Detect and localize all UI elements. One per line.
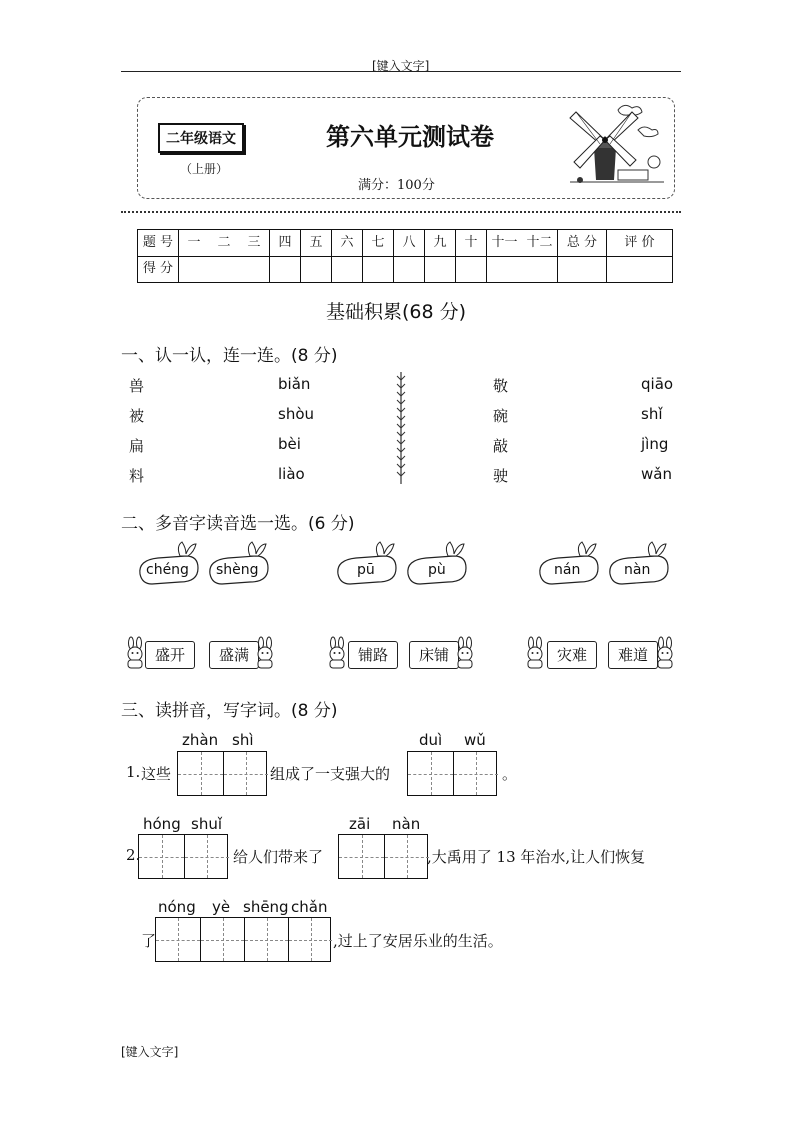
char-item: 被	[129, 407, 145, 425]
char-item: 扁	[129, 437, 145, 455]
page-title: 第六单元测试卷	[326, 123, 494, 151]
section1-title: 一、认一认，连一连。(8 分)	[121, 346, 338, 366]
score-cell[interactable]	[179, 256, 270, 283]
question-text: 。	[502, 765, 518, 783]
score-cell[interactable]	[270, 256, 301, 283]
bunny-icon	[254, 636, 276, 670]
bunny-icon	[454, 636, 476, 670]
pinyin-label: shēng	[243, 898, 289, 916]
pinyin-label: shì	[232, 731, 254, 749]
pinyin-item: shòu	[278, 405, 315, 423]
pinyin-item: bèi	[278, 435, 301, 453]
grade-label: 二年级语文	[158, 123, 244, 153]
pinyin-label: hóng	[143, 815, 181, 833]
char-item: 敲	[493, 437, 509, 455]
pinyin-item: wǎn	[641, 465, 672, 483]
char-item: 碗	[493, 407, 509, 425]
question-text: ,过上了安居乐业的生活。	[333, 932, 503, 950]
score-cell[interactable]	[301, 256, 332, 283]
pinyin-item: jìng	[641, 435, 669, 453]
score-cell[interactable]	[607, 256, 673, 283]
word-card: 灾难	[547, 641, 597, 669]
pinyin-label: nàn	[392, 815, 421, 833]
col-4: 四	[270, 230, 301, 257]
full-score: 满分：100分	[358, 178, 435, 193]
score-row-scores	[138, 256, 673, 283]
windmill-illustration	[566, 100, 666, 192]
writing-grid[interactable]	[177, 751, 267, 796]
score-cell[interactable]	[558, 256, 607, 283]
pinyin-item: shǐ	[641, 405, 663, 423]
char-item: 料	[129, 467, 145, 485]
score-table	[137, 229, 673, 283]
score-cell[interactable]	[487, 256, 558, 283]
word-card: 床铺	[409, 641, 459, 669]
question-text: 给人们带来了	[233, 848, 324, 866]
bunny-icon	[326, 636, 348, 670]
col-11-12: 十一 十二	[487, 230, 558, 257]
word-card: 盛开	[145, 641, 195, 669]
score-cell[interactable]	[363, 256, 394, 283]
question-text: 这些	[141, 765, 172, 783]
bunny-icon	[524, 636, 546, 670]
score-cell[interactable]	[332, 256, 363, 283]
pinyin-label: nóng	[158, 898, 196, 916]
row-label: 得 分	[138, 256, 179, 283]
writing-grid[interactable]	[138, 834, 228, 879]
part-title: 基础积累(68 分)	[326, 301, 467, 323]
score-cell[interactable]	[394, 256, 425, 283]
writing-grid[interactable]	[407, 751, 497, 796]
writing-grid[interactable]	[155, 917, 331, 962]
col-7: 七	[363, 230, 394, 257]
col-9: 九	[425, 230, 456, 257]
pinyin-item: liào	[278, 465, 305, 483]
pinyin-label: duì	[419, 731, 443, 749]
score-cell[interactable]	[456, 256, 487, 283]
char-item: 敬	[493, 377, 509, 395]
question-number: 2.	[126, 846, 141, 864]
word-card: 难道	[608, 641, 658, 669]
col-1-3: 一 二 三	[179, 230, 270, 257]
col-8: 八	[394, 230, 425, 257]
question-text: ,大禹用了 13 年治水,让人们恢复	[427, 848, 646, 866]
col-5: 五	[301, 230, 332, 257]
question-text: 了	[141, 932, 157, 950]
col-eval: 评 价	[607, 230, 673, 257]
question-text: 组成了一支强大的	[270, 765, 391, 783]
pinyin-option[interactable]: nán	[554, 562, 581, 578]
word-card: 盛满	[209, 641, 259, 669]
header-label: [键入文字]	[372, 59, 430, 73]
pinyin-option[interactable]: chéng	[146, 562, 189, 578]
writing-grid[interactable]	[338, 834, 428, 879]
divider-dotted	[121, 211, 681, 213]
col-6: 六	[332, 230, 363, 257]
header-rule	[121, 71, 681, 72]
pinyin-option[interactable]: nàn	[624, 562, 651, 578]
vertical-divider	[395, 372, 407, 484]
pinyin-option[interactable]: shèng	[216, 562, 259, 578]
score-row-numbers	[138, 230, 673, 257]
col-10: 十	[456, 230, 487, 257]
pinyin-label: yè	[212, 898, 231, 916]
word-card: 铺路	[348, 641, 398, 669]
char-item: 兽	[129, 377, 145, 395]
question-number: 1.	[126, 763, 141, 781]
footer-label: [键入文字]	[121, 1045, 179, 1059]
pinyin-label: wǔ	[464, 731, 486, 749]
col-total: 总 分	[558, 230, 607, 257]
section3-title: 三、读拼音，写字词。(8 分)	[121, 701, 338, 721]
pinyin-label: shuǐ	[191, 815, 222, 833]
bunny-icon	[124, 636, 146, 670]
pinyin-label: zhàn	[182, 731, 219, 749]
pinyin-label: chǎn	[291, 898, 328, 916]
bunny-icon	[654, 636, 676, 670]
pinyin-item: biǎn	[278, 375, 311, 393]
pinyin-option[interactable]: pū	[357, 562, 375, 578]
volume-label: （上册）	[180, 162, 229, 176]
pinyin-label: zāi	[349, 815, 371, 833]
row-label: 题 号	[138, 230, 179, 257]
section2-title: 二、多音字读音选一选。(6 分)	[121, 514, 355, 534]
score-cell[interactable]	[425, 256, 456, 283]
char-item: 驶	[493, 467, 509, 485]
pinyin-option[interactable]: pù	[428, 562, 446, 578]
pinyin-item: qiāo	[641, 375, 674, 393]
